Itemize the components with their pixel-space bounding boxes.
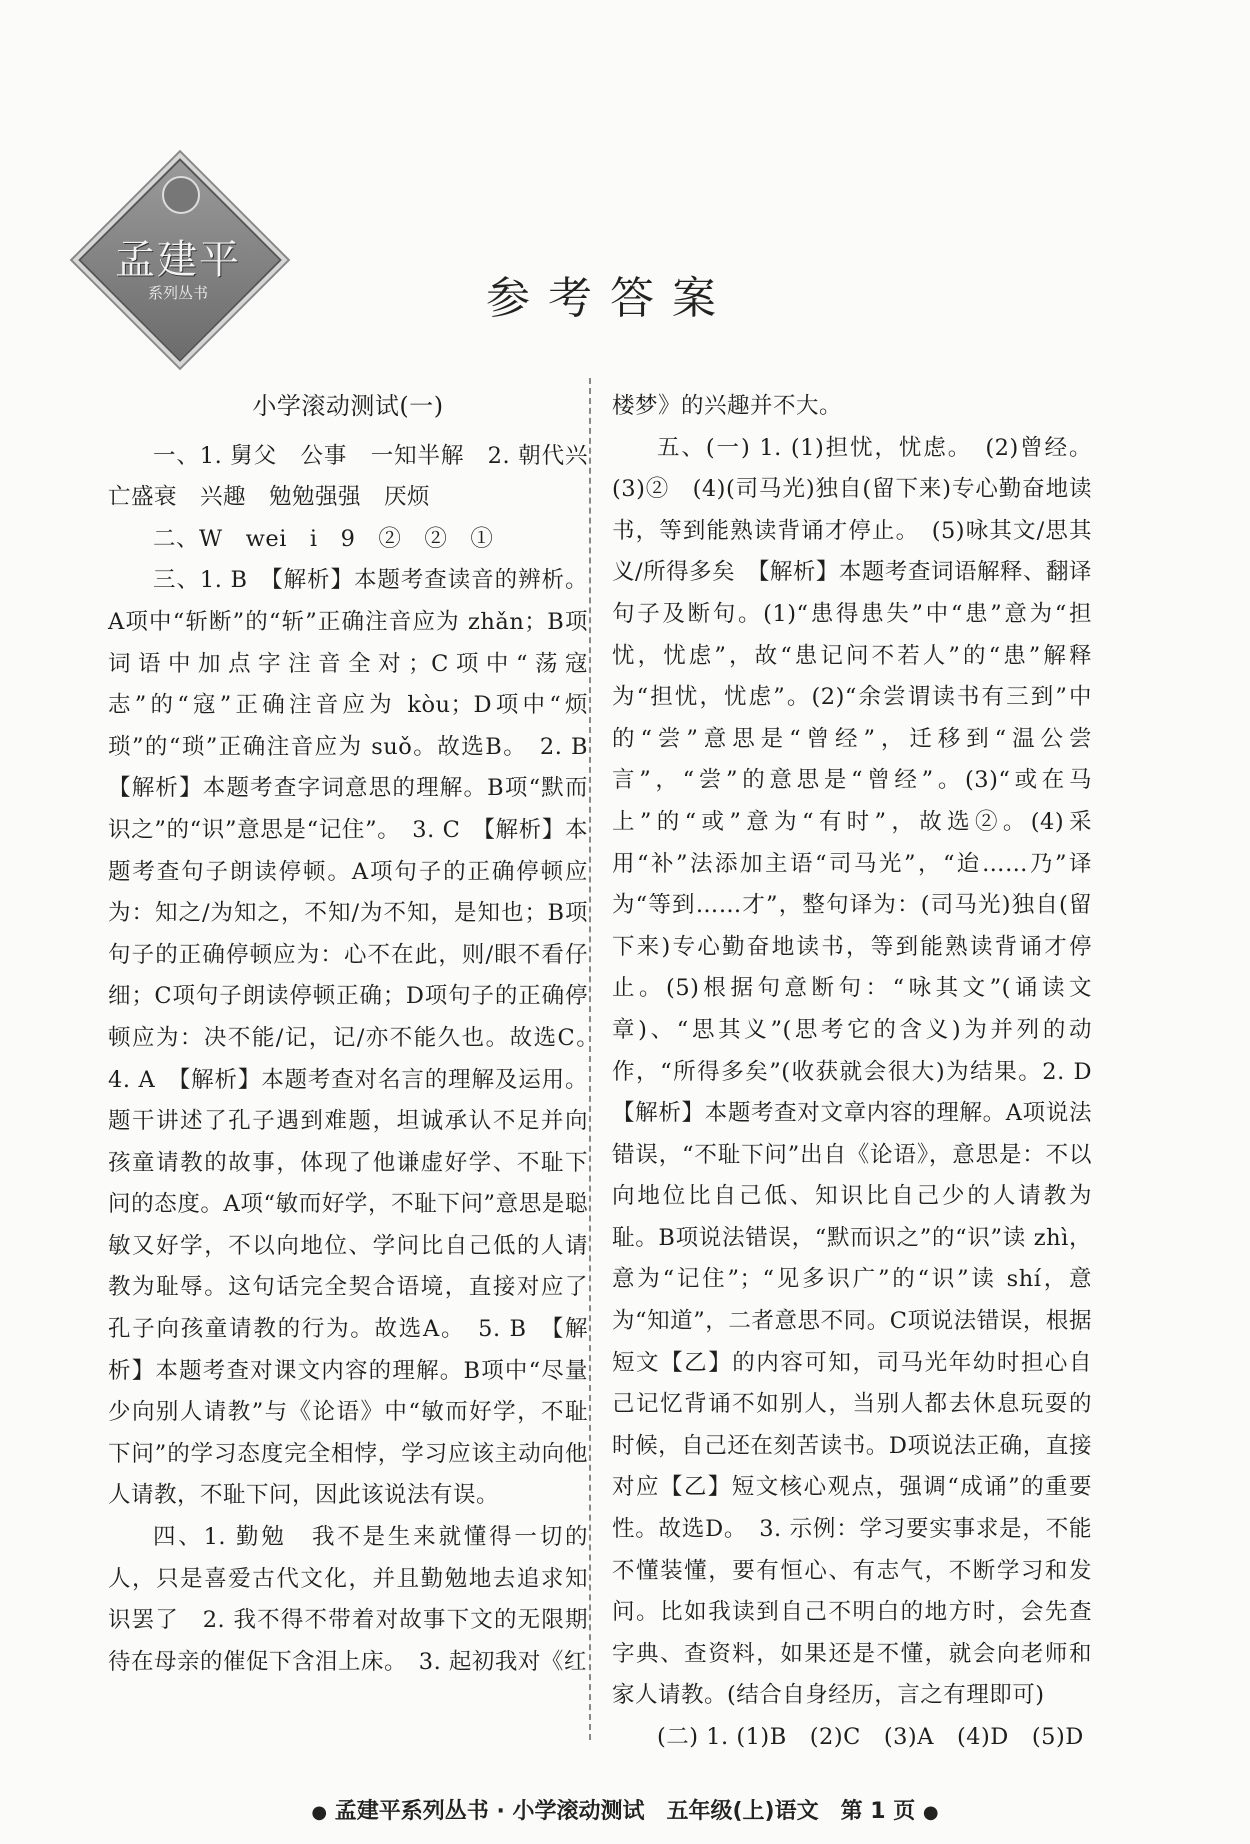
left-column — [108, 386, 612, 1683]
logo-series: 系列丛书 — [147, 284, 208, 302]
answer-paragraph: 三、1. B 【解析】本题考查读音的辨析。A项中“斩断”的“斩”正确注音应为 zhǎn；B项词语中加点字注音全对；C项中“荡寇志”的“寇”正确注音应为 kòu；D项中“烦琐”的“琐”正确注音应为 suǒ。故选B。 2. B 【解析】本题考查字词意思的理解。B项“默而识之”的“识”意思是“记住”。 3. C 【解析】本题考查句子朗读停顿。A项句子的正确停顿应为：知之/为知之，不知/为不知，是知也；B项句子的正确停顿应为：心不在此，则/眼不看仔细；C项句子朗读停顿正确；D项句子的正确停顿应为：决不能/记，记/亦不能久也。故选C。 4. A 【解析】本题考查对名言的理解及运用。题干讲述了孔子遇到难题，坦诚承认不足并向孩童请教的故事，体现了他谦虚好学、不耻下问的态度。A项“敏而好学，不耻下问”意思是聪敏又好学，不以向地位、学问比自己低的人请教为耻辱。这句话完全契合语境，直接对应了孔子向孩童请教的行为。故选A。 5. B 【解析】本题考查对课文内容的理解。B项中“尽量少向别人请教”与《论语》中“敏而好学，不耻下问”的学习态度完全相悖，学习应该主动向他人请教，不耻下问，因此该说法有误。 — [108, 567, 612, 1509]
answer-paragraph: (二) 1. (1)B (2)C (3)A (4)D (5)D — [657, 1724, 1084, 1750]
answer-paragraph: 二、W wei i 9 ② ② ① — [153, 525, 494, 552]
bullet-icon: ● — [922, 1802, 939, 1823]
footer-text: 孟建平系列丛书 · 小学滚动测试 五年级(上)语文 第 1 页 — [334, 1799, 916, 1824]
page-footer — [0, 1794, 1250, 1825]
bullet-icon: ● — [311, 1802, 328, 1823]
column-divider — [589, 378, 591, 1740]
answer-paragraph: 五、(一) 1. (1)担忧，忧虑。 (2)曾经。(3)② (4)(司马光)独自(留下来)专心勤奋地读书，等到能熟读背诵才停止。 (5)咏其文/思其义/所得多矣 【解析】本题考查词语解释、翻译句子及断句。(1)“患得患失”中“患”意为“担忧，忧虑”，故“患记问不若人”的“患”解释为“担忧，忧虑”。(2)“余尝谓读书有三到”中的“尝”意思是“曾经”，迁移到“温公尝言”，“尝”的意思是“曾经”。(3)“或在马上”的“或”意为“有时”，故选②。(4)采用“补”法添加主语“司马光”，“迨……乃”译为“等到……才”，整句译为：(司马光)独自(留下来)专心勤奋地读书，等到能熟读背诵才停止。(5)根据句意断句：“咏其文”(诵读文章)、“思其义”(思考它的含义)为并列的动作，“所得多矣”(收获就会很大)为结果。2. D 【解析】本题考查对文章内容的理解。A项说法错误，“不耻下问”出自《论语》，意思是：不以向地位比自己低、知识比自己少的人请教为耻。B项说法错误，“默而识之”的“识”读 zhì，意为“记住”；“见多识广”的“识”读 shí，意为“知道”，二者意思不同。C项说法错误，根据短文【乙】的内容可知，司马光年幼时担心自己记忆背诵不如别人，当别人都去休息玩耍的时候，自己还在刻苦读书。D项说法正确，直接对应【乙】短文核心观点，强调“成诵”的重要性。故选D。 3. 示例：学习要实事求是，不能不懂装懂，要有恒心、有志气，不断学习和发问。比如我读到自己不明白的地方时，会先查字典、查资料，如果还是不懂，就会向老师和家人请教。(结合自身经历，言之有理即可) — [612, 434, 1116, 1709]
answer-paragraph: 一、1. 舅父 公事 一知半解 2. 朝代兴亡盛衰 兴趣 勉勉强强 厌烦 — [108, 442, 588, 511]
logo — [78, 158, 278, 358]
section-subtitle: 小学滚动测试(一) — [252, 392, 444, 420]
logo-seal-icon — [162, 176, 200, 214]
page-title: 参考答案 — [486, 273, 734, 324]
answer-paragraph: 四、1. 勤勉 我不是生来就懂得一切的人，只是喜爱古代文化，并且勤勉地去追求知识罢了 2. 我不得不带着对故事下文的无限期待在母亲的催促下含泪上床。 3. 起初我对《红 — [108, 1524, 588, 1675]
right-column — [612, 386, 1116, 1759]
answer-paragraph: 楼梦》的兴趣并不大。 — [612, 393, 843, 419]
logo-brand: 孟建平 — [115, 237, 241, 283]
